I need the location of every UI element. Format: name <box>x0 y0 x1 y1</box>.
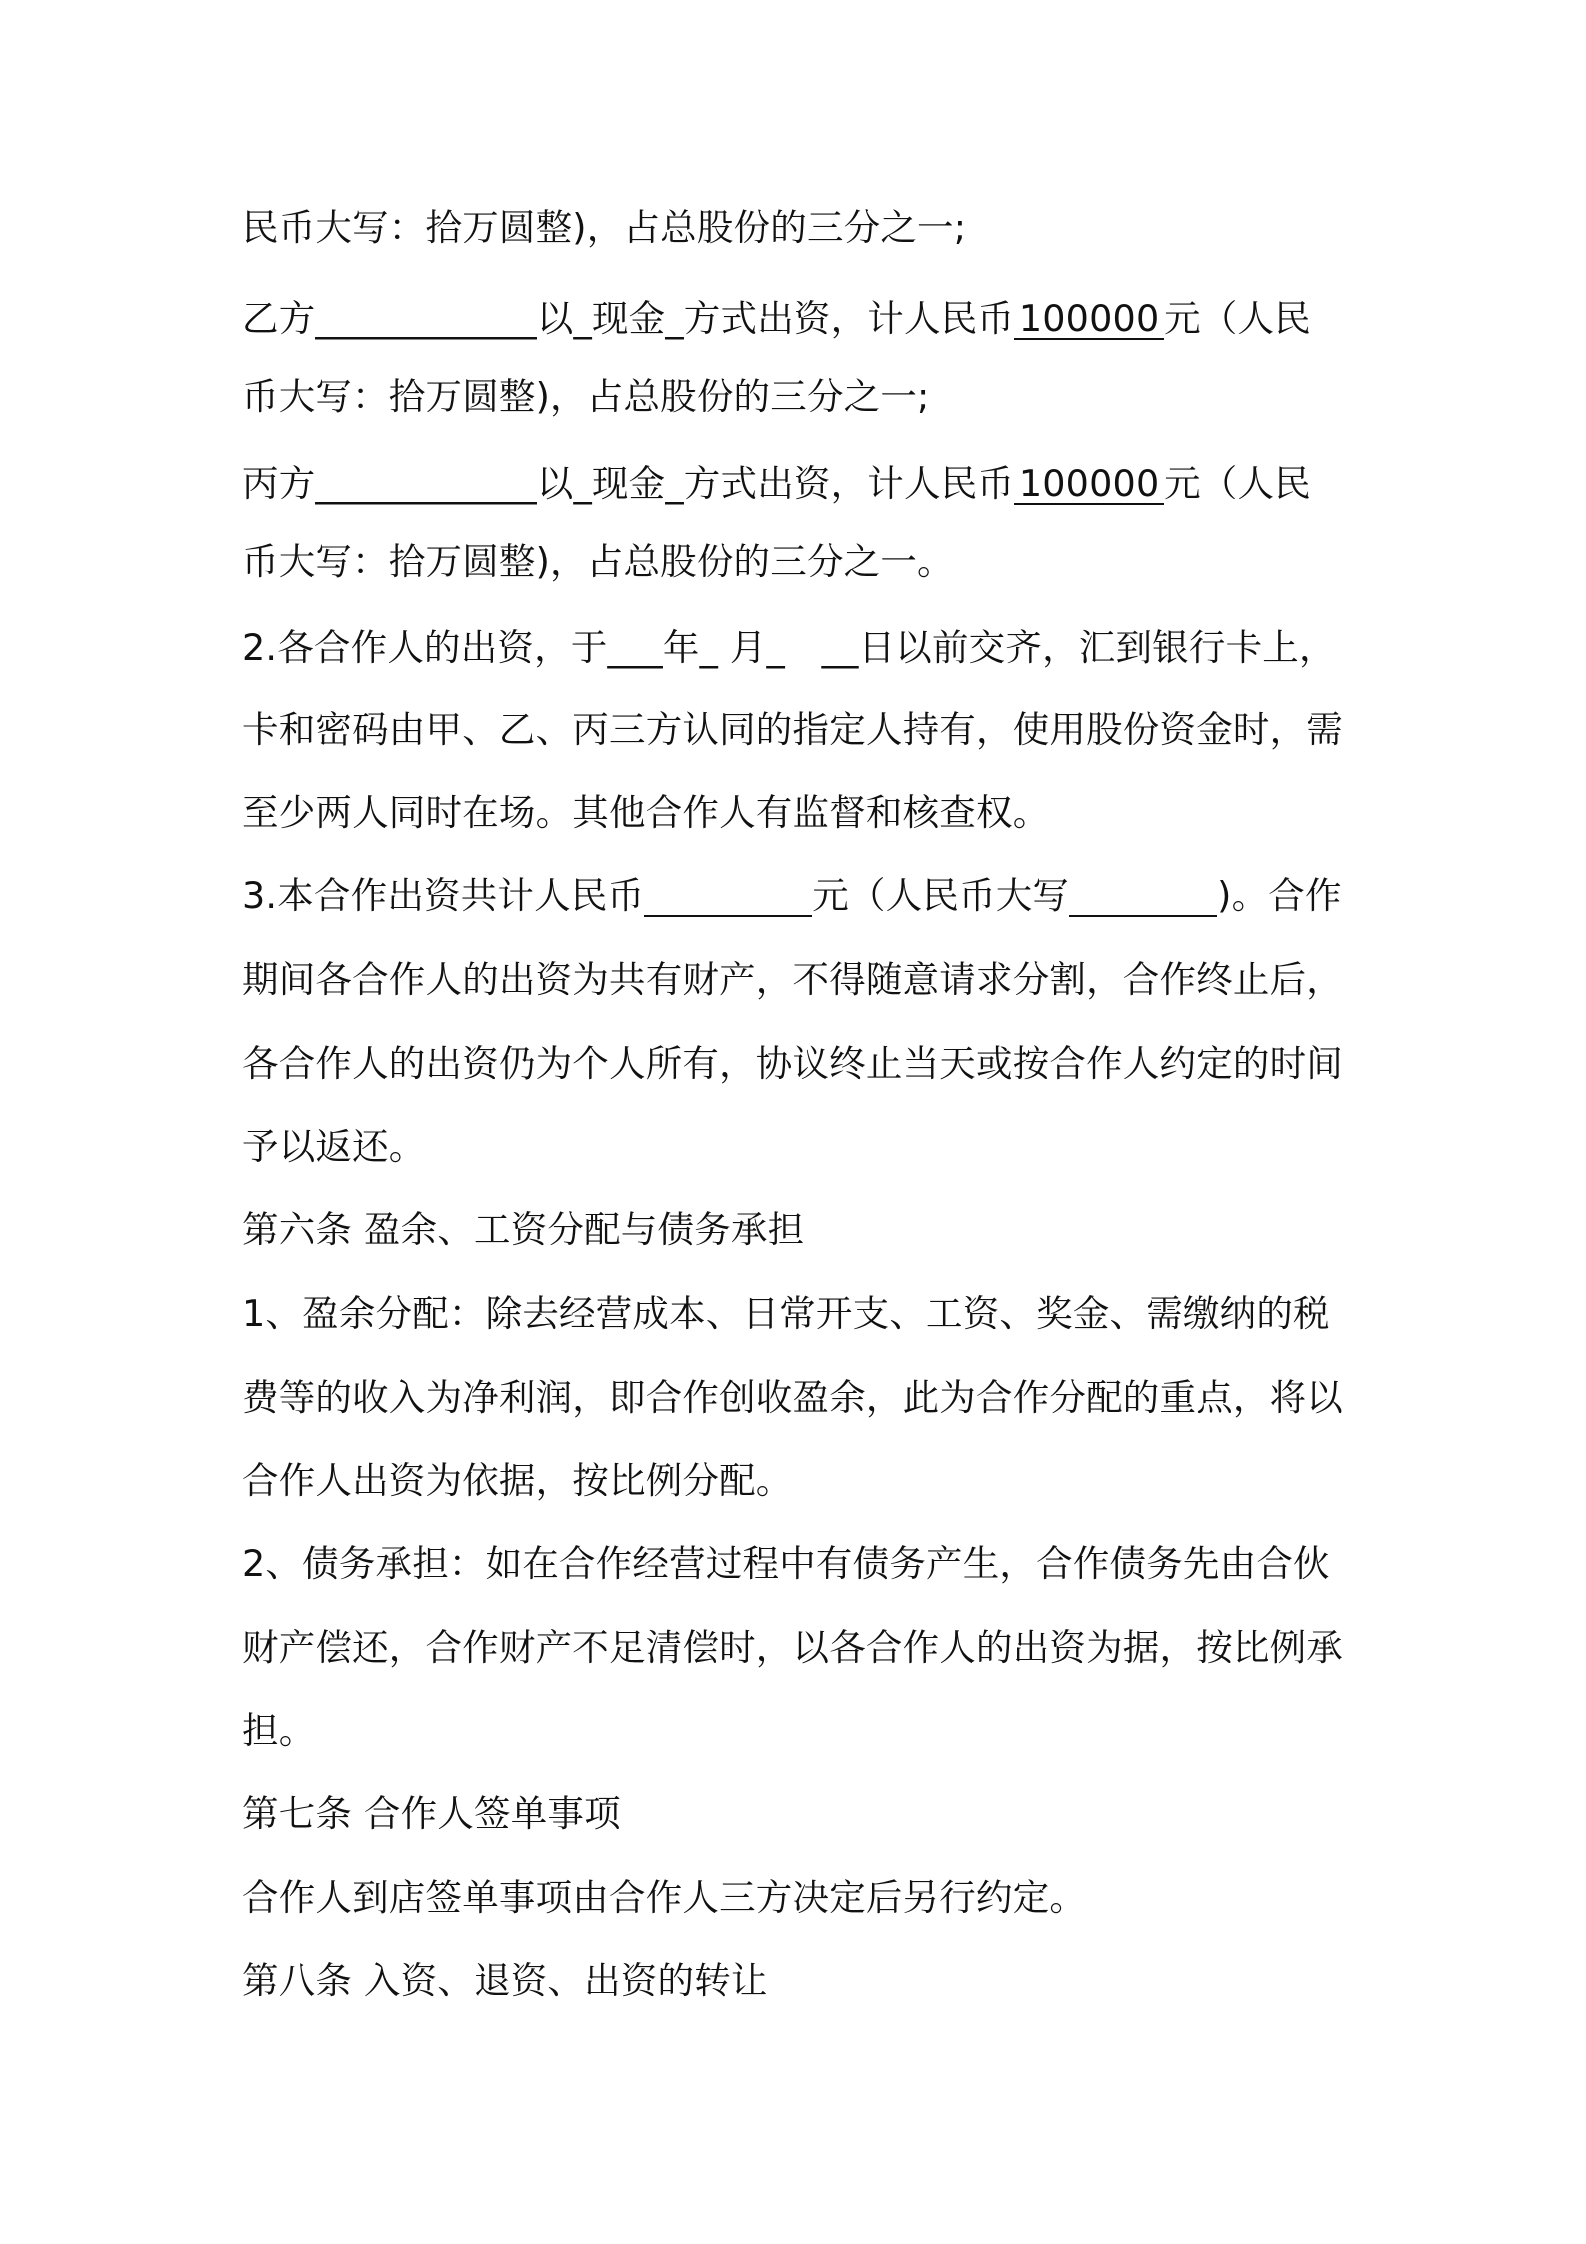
total-capital-tail: )。合作 <box>1217 874 1342 917</box>
party-c-currency: 元（人民 <box>1164 462 1311 505</box>
text-line-16 <box>242 1459 793 1503</box>
text-line-21-text: 合作人到店签单事项由合作人三方决定后另行约定。 <box>242 1876 1087 1919</box>
total-capital-blank <box>644 877 812 917</box>
total-capital-words-blank <box>1069 877 1217 917</box>
text-line-4 <box>242 462 1311 506</box>
party-c-clause: 丙方____________以_现金_方式出资，计人民币 <box>242 462 1015 505</box>
text-line-19-text: 担。 <box>242 1709 316 1752</box>
text-line-8 <box>242 791 1049 835</box>
text-line-15 <box>242 1376 1343 1420</box>
party-b-currency: 元（人民 <box>1164 297 1311 340</box>
article-7-heading-text: 第七条 合作人签单事项 <box>242 1792 621 1835</box>
text-line-18-text: 财产偿还，合作财产不足清偿时，以各合作人的出资为据，按比例承 <box>242 1626 1343 1669</box>
text-line-3-text: 币大写：拾万圆整)，占总股份的三分之一; <box>242 375 930 418</box>
text-line-6-text: 2.各合作人的出资，于___年_ 月_ __日以前交齐，汇到银行卡上， <box>242 626 1336 669</box>
article-6-heading <box>242 1208 804 1252</box>
text-line-3 <box>242 375 930 419</box>
text-line-15-text: 费等的收入为净利润，即合作创收盈余，此为合作分配的重点，将以 <box>242 1376 1343 1419</box>
text-line-12 <box>242 1125 426 1169</box>
text-line-8-text: 至少两人同时在场。其他合作人有监督和核查权。 <box>242 791 1050 834</box>
text-line-17-text: 2、债务承担：如在合作经营过程中有债务产生，合作债务先由合伙 <box>242 1542 1330 1585</box>
text-line-7 <box>242 708 1343 752</box>
text-line-2 <box>242 297 1311 341</box>
party-c-amount: 100000 <box>1014 465 1164 505</box>
text-line-21 <box>242 1876 1086 1920</box>
text-line-5-text: 币大写：拾万圆整)，占总股份的三分之一。 <box>242 540 954 583</box>
article-7-heading <box>242 1792 621 1836</box>
article-6-heading-text: 第六条 盈余、工资分配与债务承担 <box>242 1208 805 1251</box>
text-line-16-text: 合作人出资为依据，按比例分配。 <box>242 1459 793 1502</box>
text-line-5 <box>242 540 954 584</box>
text-line-14 <box>242 1292 1330 1336</box>
total-capital-clause: 3.本合作出资共计人民币 <box>242 874 645 917</box>
text-line-19 <box>242 1709 315 1753</box>
text-line-10 <box>242 958 1343 1002</box>
text-line-1 <box>242 206 966 250</box>
text-line-18 <box>242 1626 1343 1670</box>
article-8-heading <box>242 1959 768 2003</box>
text-line-6 <box>242 626 1336 670</box>
text-line-1-text: 民币大写：拾万圆整)，占总股份的三分之一; <box>242 206 967 249</box>
text-line-14-text: 1、盈余分配：除去经营成本、日常开支、工资、奖金、需缴纳的税 <box>242 1292 1330 1335</box>
party-b-amount: 100000 <box>1014 300 1164 340</box>
text-line-10-text: 期间各合作人的出资为共有财产，不得随意请求分割，合作终止后， <box>242 958 1343 1001</box>
text-line-11-text: 各合作人的出资仍为个人所有，协议终止当天或按合作人约定的时间 <box>242 1042 1343 1085</box>
text-line-9 <box>242 874 1342 918</box>
text-line-11 <box>242 1042 1343 1086</box>
text-line-12-text: 予以返还。 <box>242 1125 426 1168</box>
article-8-heading-text: 第八条 入资、退资、出资的转让 <box>242 1959 768 2002</box>
text-line-7-text: 卡和密码由甲、乙、丙三方认同的指定人持有，使用股份资金时，需 <box>242 708 1343 751</box>
text-line-17 <box>242 1542 1330 1586</box>
party-b-clause: 乙方____________以_现金_方式出资，计人民币 <box>242 297 1015 340</box>
total-capital-currency: 元（人民币大写 <box>812 874 1070 917</box>
